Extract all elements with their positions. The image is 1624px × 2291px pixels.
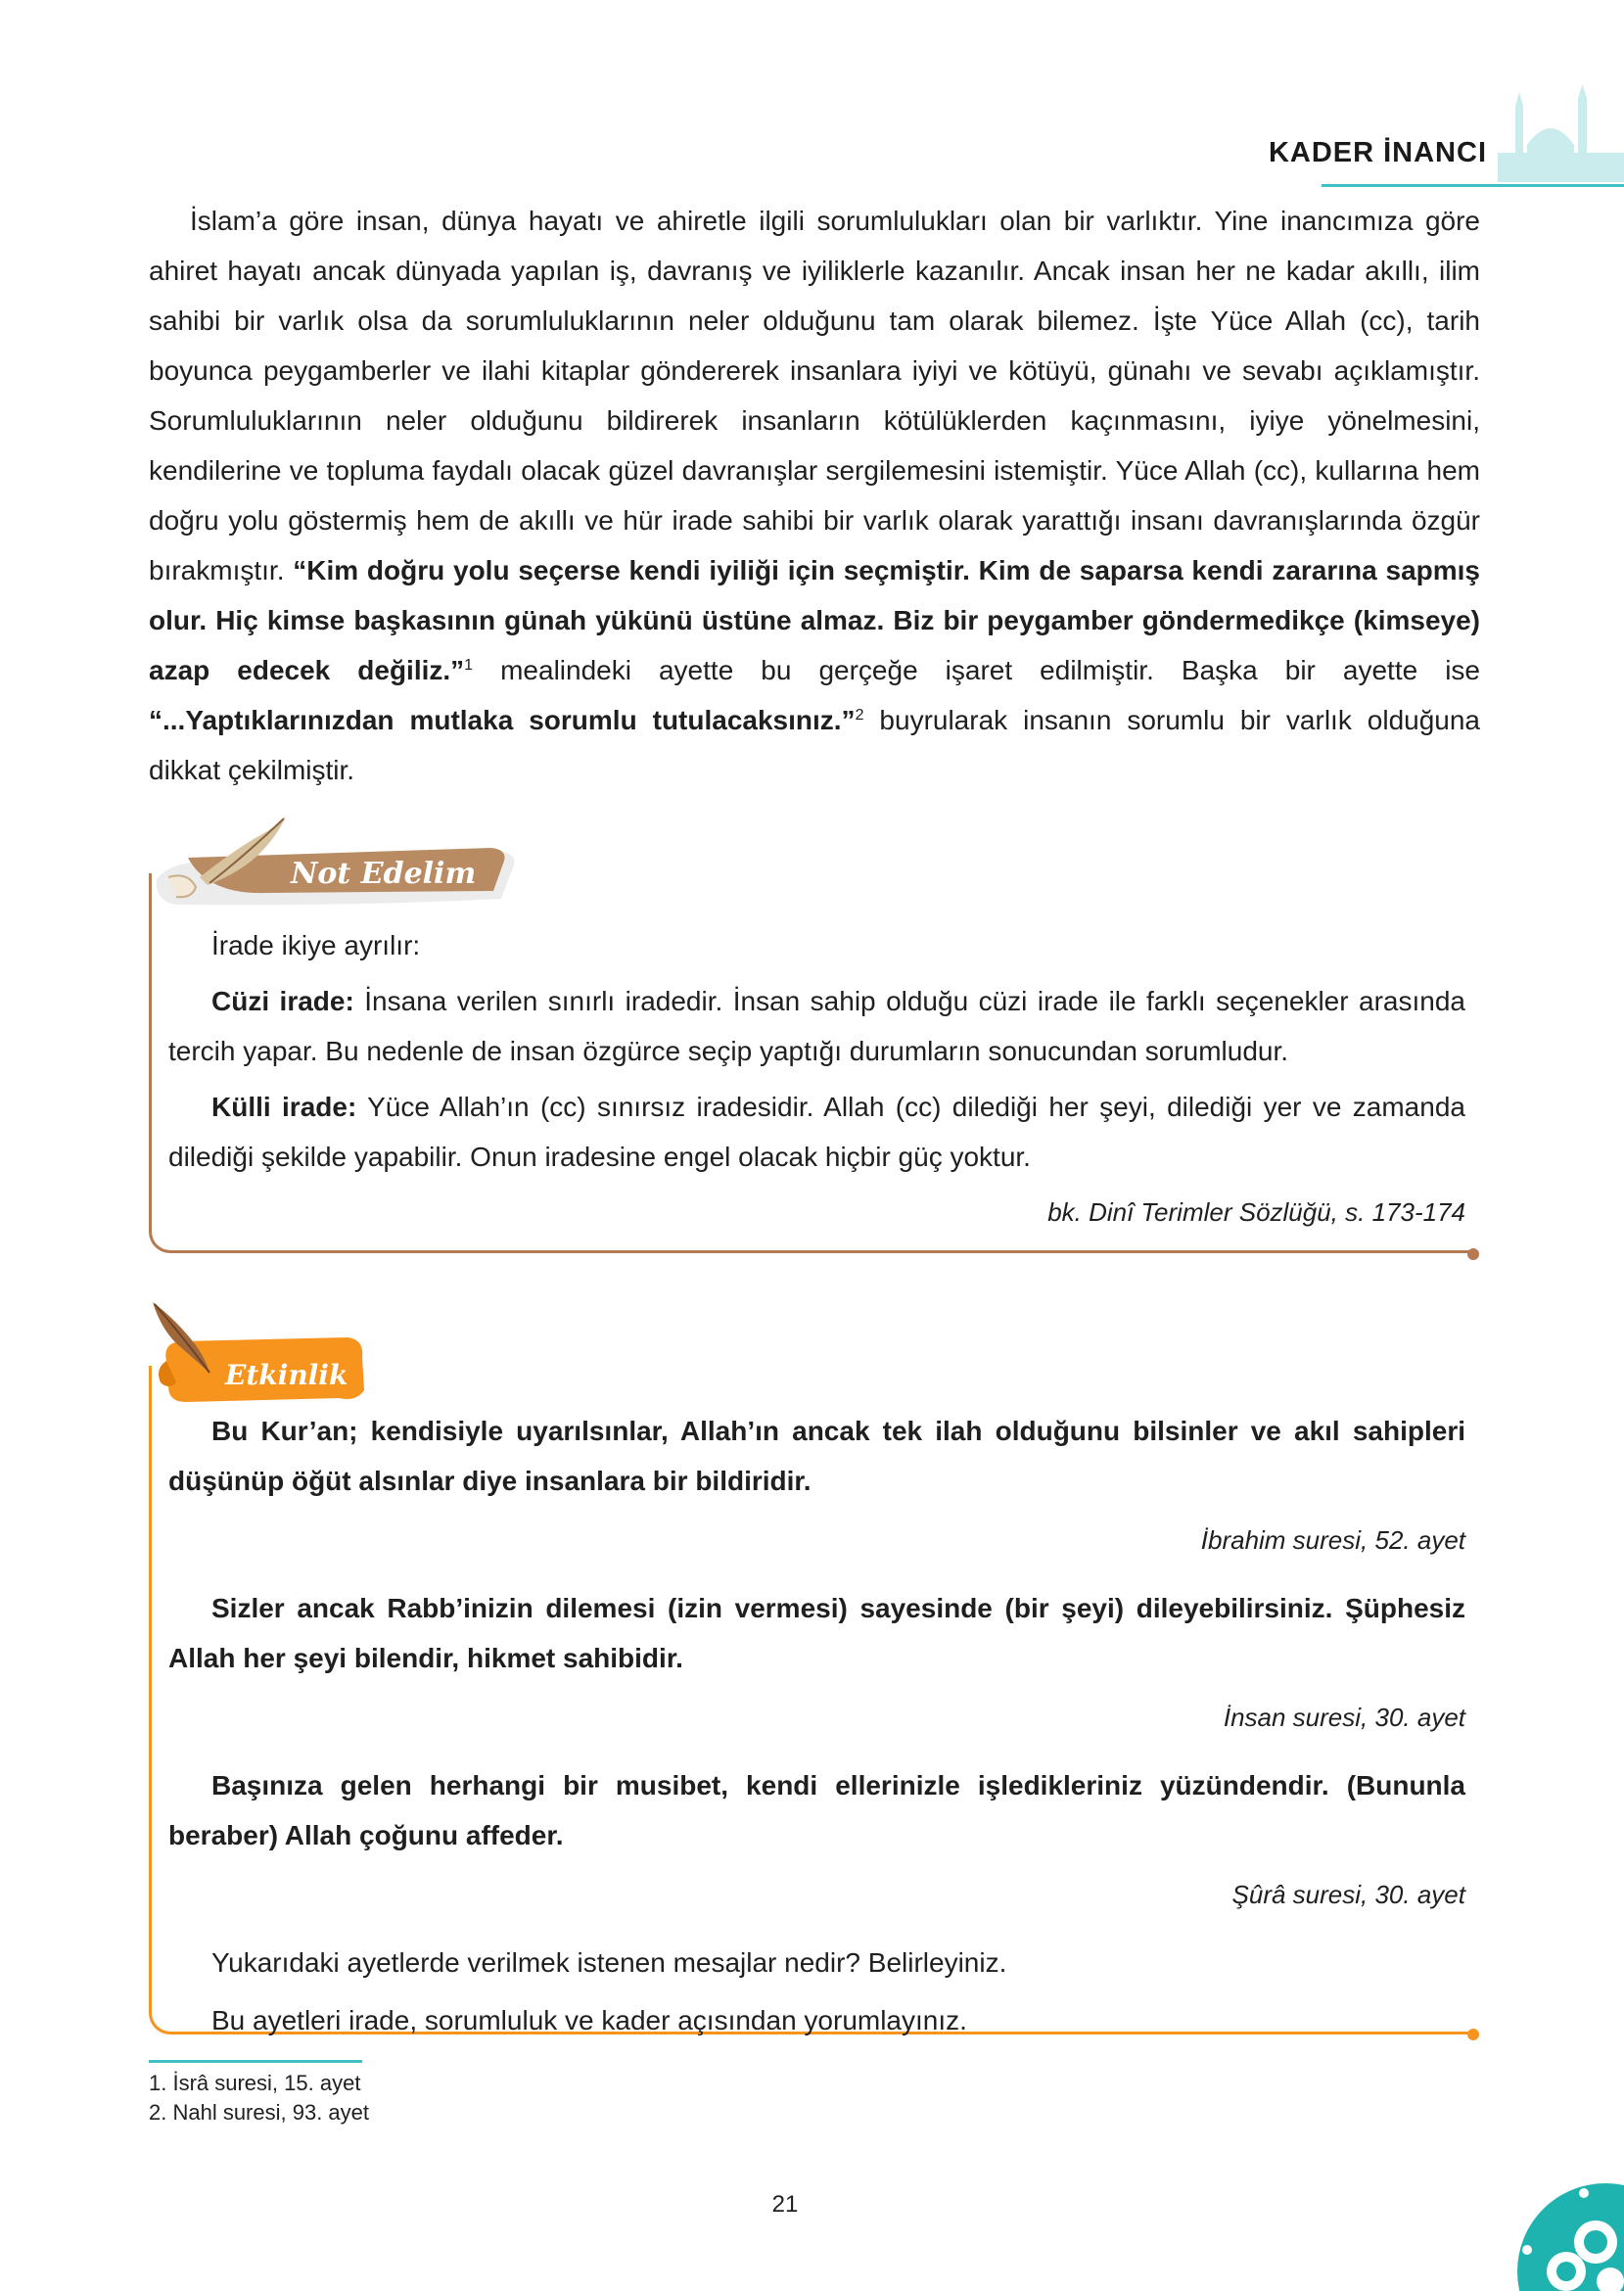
- activity-box-end-dot: [1467, 2029, 1479, 2040]
- note-badge-label: Not Edelim: [291, 857, 477, 891]
- activity-badge-label: Etkinlik: [225, 1359, 348, 1391]
- note-box-end-dot: [1467, 1248, 1479, 1260]
- activity-verse-2: Sizler ancak Rabb’inizin dilemesi (izin vermesi) sayesinde (bir şeyi) dileyebilirsiniz. Şüphesiz Allah her şeyi bilendir, hikmet sahibidir.: [168, 1593, 1465, 1673]
- footnotes: [149, 2069, 369, 2127]
- activity-verse-1-source: İbrahim suresi, 52. ayet: [1200, 1525, 1465, 1555]
- activity-content: [168, 1406, 1465, 2053]
- note-def-2: Yüce Allah’ın (cc) sınırsız iradesidir. Allah (cc) dilediği her şeyi, dilediği yer ve zamanda dilediği şekilde yapabilir. Onun iradesine engel olacak hiçbir güç yoktur.: [168, 1092, 1465, 1172]
- activity-verse-2-source: İnsan suresi, 30. ayet: [1223, 1703, 1465, 1732]
- note-content: [168, 920, 1465, 1243]
- footnote-divider: [149, 2060, 362, 2063]
- activity-verse-1: Bu Kur’an; kendisiyle uyarılsınlar, Allah’ın ancak tek ilah olduğunu bilsinler ve akıl sahipleri düşünüp öğüt alsınlar diye insanlara bir bildiridir.: [168, 1416, 1465, 1496]
- intro-section: [149, 196, 1480, 795]
- footnote-ref-2: 2: [855, 707, 864, 724]
- activity-badge: [147, 1300, 372, 1408]
- note-term-1: Cüzi irade:: [211, 986, 354, 1016]
- intro-text-1: İslam’a göre insan, dünya hayatı ve ahiretle ilgili sorumlulukları olan bir varlıktır. Yine inancımıza göre ahiret hayatı ancak dünyada yapılan iş, davranış ve iyiliklerle kazanılır. Ancak insan her ne kadar akıllı, ilim sahibi bir varlık olsa da sorumluluklarının neler olduğunu tam olarak bilemez. İşte Yüce Allah (cc), tarih boyunca peygamberler ve ilahi kitaplar göndererek insanlara iyiyi ve kötüyü, günahı ve sevabı açıklamıştır. Sorumluluklarının neler olduğunu bildirerek insanların kötülüklerden kaçınmasını, iyiye yönelmesini, kendilerine ve topluma faydalı olacak güzel davranışlar sergilemesini istemiştir. Yüce Allah (cc), kullarına hem doğru yolu göstermiş hem de akıllı ve hür irade sahibi bir varlık olarak yarattığı insanı davranışlarında özgür bırakmıştır.: [149, 206, 1480, 585]
- note-source: bk. Dinî Terimler Sözlüğü, s. 173-174: [1047, 1197, 1465, 1227]
- page-number: 21: [771, 2191, 799, 2218]
- activity-verse-3: Başınıza gelen herhangi bir musibet, kendi ellerinizle işledikleriniz yüzündendir. (Bununla beraber) Allah çoğunu affeder.: [168, 1770, 1465, 1850]
- note-term-2: Külli irade:: [211, 1092, 357, 1122]
- quoted-verse-1: “Kim doğru yolu seçerse kendi iyiliği için seçmiştir. Kim de saparsa kendi zararına sapmış olur. Hiç kimse başkasının günah yükünü üstüne almaz. Biz bir peygamber göndermedikçe (kimseye) azap edecek değiliz.”: [149, 555, 1480, 685]
- note-definition-2: [168, 1082, 1465, 1182]
- footnote-ref-1: 1: [464, 657, 474, 674]
- activity-verse-3-source: Şûrâ suresi, 30. ayet: [1231, 1880, 1465, 1909]
- activity-question-1: Yukarıdaki ayetlerde verilmek istenen mesajlar nedir? Belirleyiniz.: [211, 1947, 1007, 1978]
- quoted-verse-2: “...Yaptıklarınızdan mutlaka sorumlu tutulacaksınız.”: [149, 705, 856, 735]
- header-divider: [1322, 184, 1624, 187]
- footnote-1: 1. İsrâ suresi, 15. ayet: [149, 2071, 361, 2095]
- footnote-2: 2. Nahl suresi, 93. ayet: [149, 2100, 370, 2125]
- intro-paragraph: [149, 196, 1480, 795]
- note-def-1: İnsana verilen sınırlı iradedir. İnsan sahip olduğu cüzi irade ile farklı seçenekler arasında tercih yapar. Bu nedenle de insan özgürce seçip yaptığı durumların sonucundan sorumludur.: [168, 986, 1465, 1066]
- note-definition-1: [168, 976, 1465, 1076]
- activity-question-2: Bu ayetleri irade, sorumluluk ve kader açısından yorumlayınız.: [211, 2005, 967, 2035]
- decorative-flower-icon: [1459, 2125, 1624, 2291]
- note-badge: [149, 809, 521, 916]
- chapter-title: KADER İNANCI: [1268, 137, 1487, 168]
- intro-text-3: buyrularak insanın sorumlu bir varlık olduğuna dikkat çekilmiştir.: [149, 705, 1480, 785]
- mosque-silhouette-icon: [1498, 84, 1624, 182]
- note-intro: İrade ikiye ayrılır:: [211, 930, 421, 960]
- intro-text-2: mealindeki ayette bu gerçeğe işaret edilmiştir. Başka bir ayette ise: [500, 655, 1480, 685]
